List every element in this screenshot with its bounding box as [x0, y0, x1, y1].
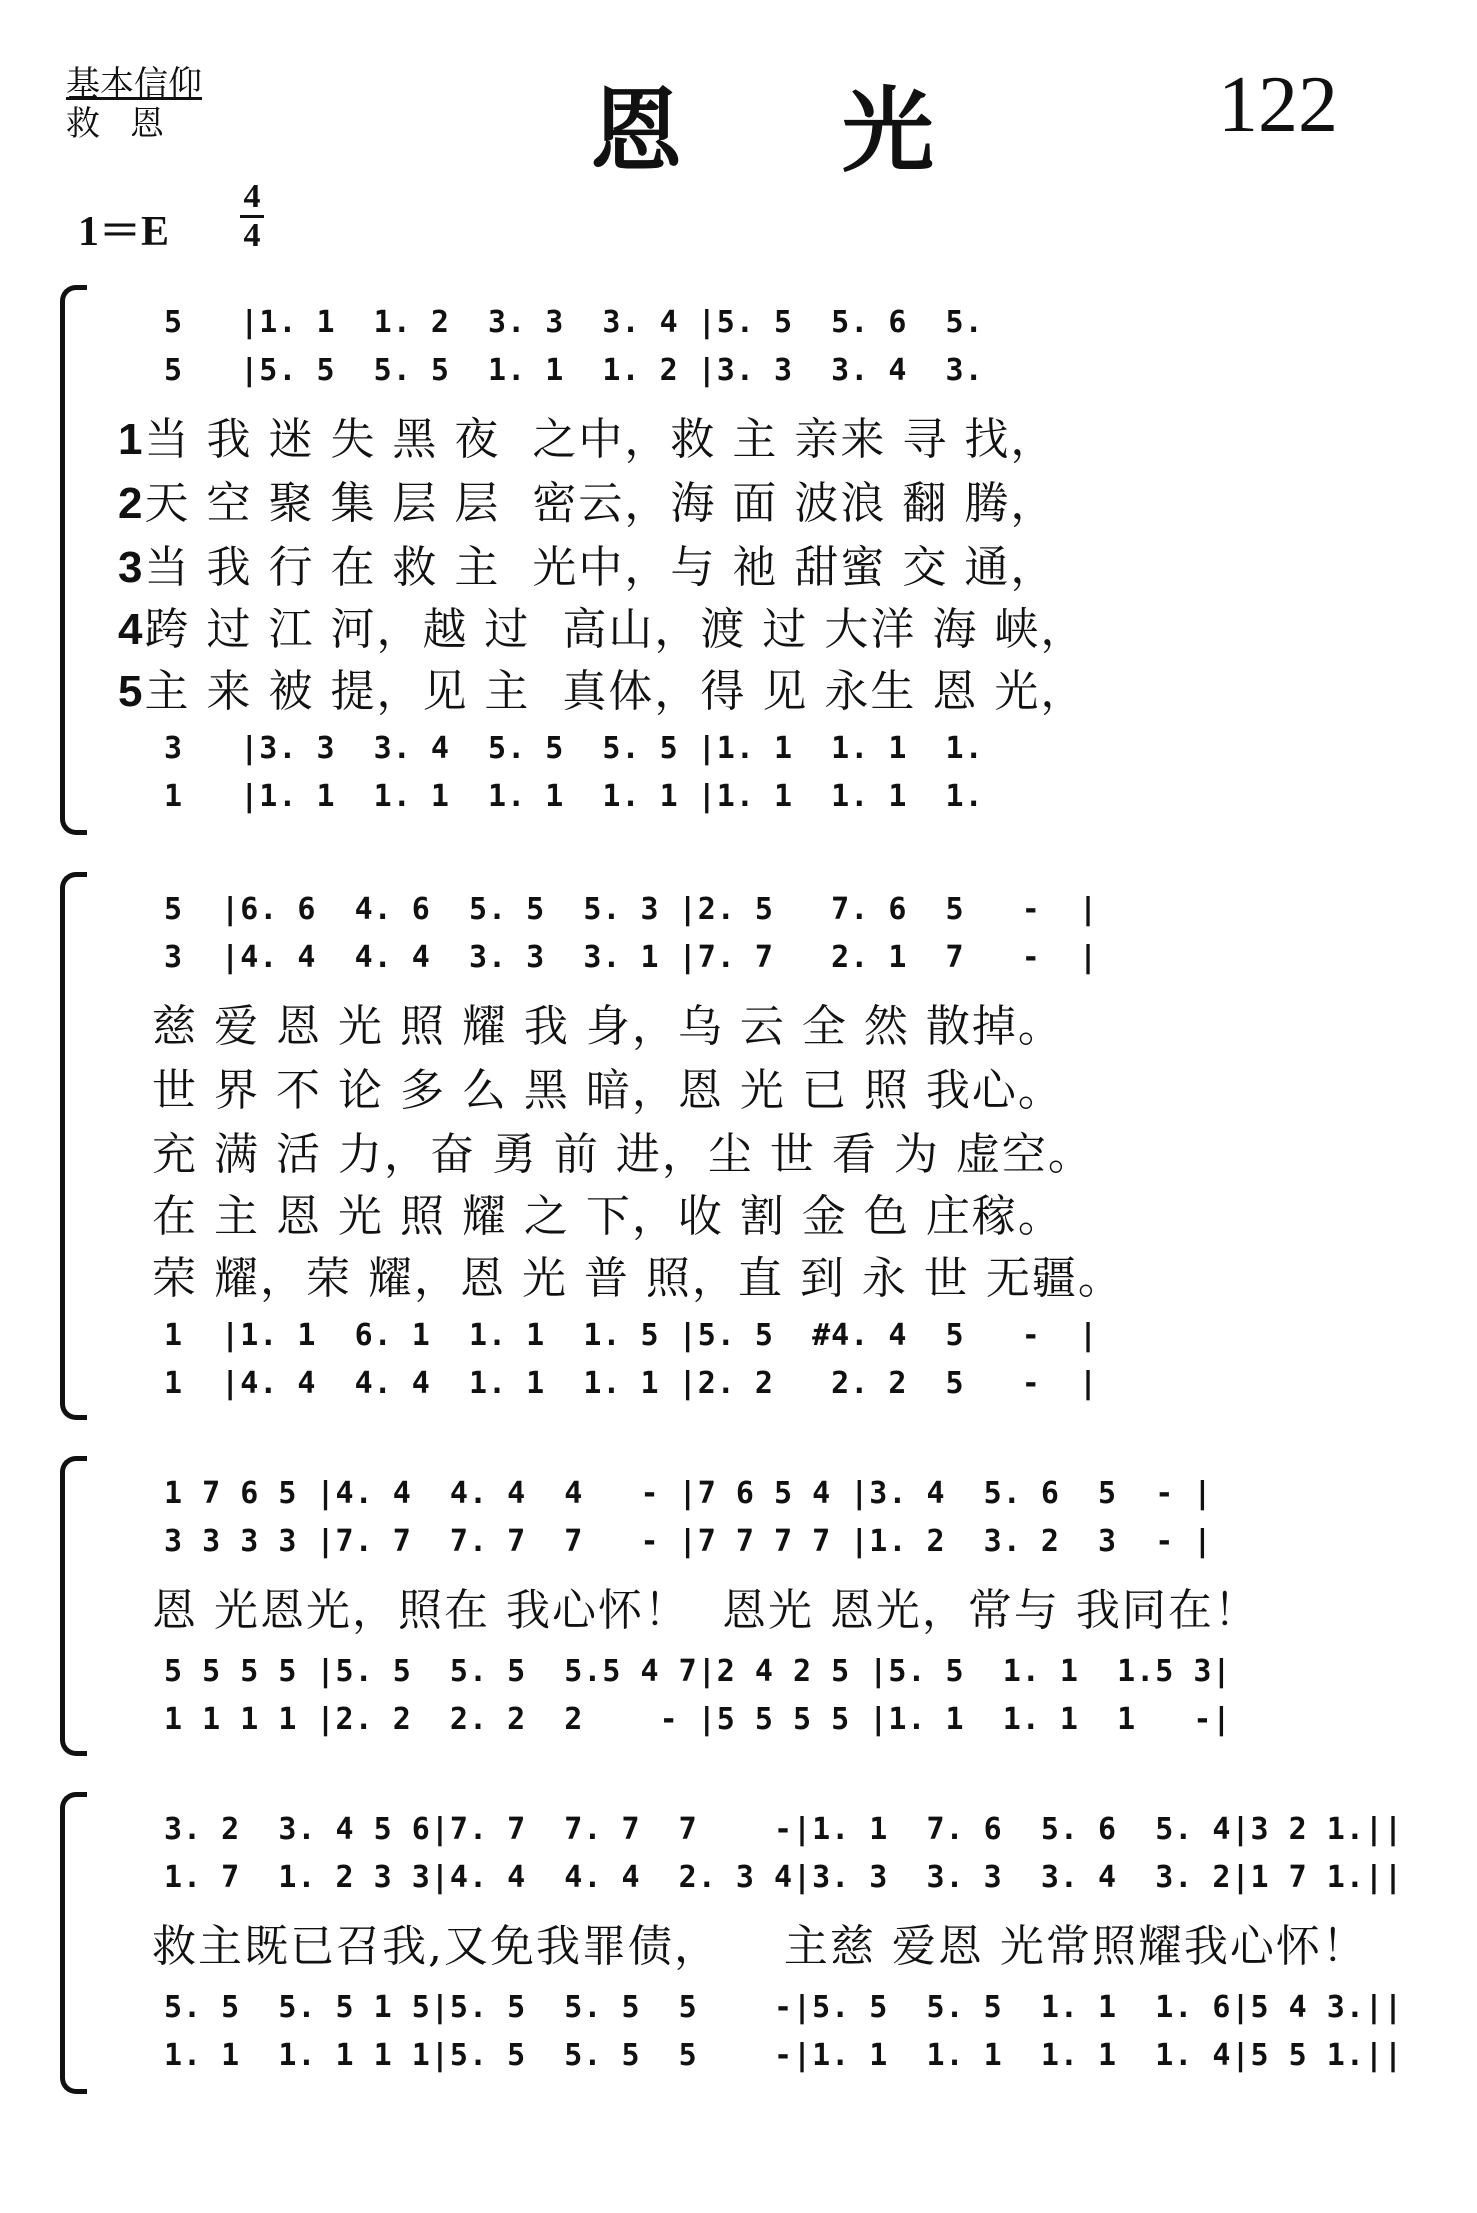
- system-brace: [60, 1792, 87, 2094]
- lower-staff-line-2: 1. 1 1. 1 1 1|5. 5 5. 5 5 -|1. 1 1. 1 1. 1 1. 4|5 5 1.||: [164, 2038, 1403, 2073]
- lyric-text: 恩 光恩光，照在 我心怀！ 恩光 恩光，常与 我同在！: [152, 1585, 1260, 1636]
- lyric-verse-5: [152, 1242, 1124, 1306]
- lyric-verse-4: [118, 593, 1086, 657]
- lyric-refrain-1: [152, 1574, 1260, 1638]
- system-brace: [60, 1456, 87, 1756]
- lower-staff-line-1: 3 |3. 3 3. 4 5. 5 5. 5 |1. 1 1. 1 1.: [164, 731, 984, 766]
- lyric-text: 天 空 聚 集 层 层 密云，海 面 波浪 翻 腾，: [144, 478, 1057, 529]
- upper-staff-line-2: 5 |5. 5 5. 5 1. 1 1. 2 |3. 3 3. 4 3.: [164, 353, 984, 388]
- lyric-text: 荣 耀，荣 耀，恩 光 普 照，直 到 永 世 无疆。: [152, 1253, 1124, 1304]
- category-sub: 救恩: [66, 104, 194, 144]
- system-brace: [60, 285, 87, 835]
- key-signature: 1＝E: [78, 209, 170, 255]
- lyric-verse-3: [118, 531, 1056, 595]
- verse-number: 4: [118, 605, 145, 654]
- verse-number: 5: [118, 667, 145, 716]
- meter-bottom: 4: [243, 217, 261, 254]
- lyric-verse-1: [152, 990, 1064, 1054]
- score-system-3: [60, 1456, 1420, 1756]
- lyric-verse-2: [118, 467, 1056, 531]
- upper-staff-line-1: 5 |6. 6 4. 6 5. 5 5. 3 |2. 5 7. 6 5 - |: [164, 892, 1099, 927]
- lyric-text: 跨 过 江 河，越 过 高山，渡 过 大洋 海 峡，: [144, 604, 1087, 655]
- category-main: 基本信仰: [66, 64, 202, 104]
- meter-top: 4: [243, 178, 261, 215]
- score-system-4: [60, 1792, 1420, 2094]
- upper-staff-line-2: 3 |4. 4 4. 4 3. 3 3. 1 |7. 7 2. 1 7 - |: [164, 940, 1099, 975]
- lyric-text: 主 来 被 提，见 主 真体，得 见 永生 恩 光，: [144, 666, 1087, 717]
- verse-number: 2: [118, 479, 145, 528]
- lyric-text: 在 主 恩 光 照 耀 之 下，收 割 金 色 庄稼。: [152, 1191, 1064, 1242]
- lower-staff-line-1: 5. 5 5. 5 1 5|5. 5 5. 5 5 -|5. 5 5. 5 1. 1 1. 6|5 4 3.||: [164, 1990, 1403, 2025]
- lower-staff-line-1: 1 |1. 1 6. 1 1. 1 1. 5 |5. 5 #4. 4 5 - |: [164, 1318, 1099, 1353]
- lyric-verse-3: [152, 1118, 1094, 1182]
- lyric-text: 救主既已召我,又免我罪债， 主慈 爱恩 光常照耀我心怀！: [152, 1921, 1368, 1972]
- upper-staff-line-2: 3 3 3 3 |7. 7 7. 7 7 - |7 7 7 7 |1. 2 3. 2 3 - |: [164, 1524, 1213, 1559]
- lyric-text: 世 界 不 论 多 么 黑 暗，恩 光 已 照 我心。: [152, 1065, 1064, 1116]
- lyric-text: 当 我 迷 失 黑 夜 之中，救 主 亲来 寻 找，: [144, 414, 1057, 465]
- upper-staff-line-1: 1 7 6 5 |4. 4 4. 4 4 - |7 6 5 4 |3. 4 5. 6 5 - |: [164, 1476, 1213, 1511]
- lyric-text: 慈 爱 恩 光 照 耀 我 身，乌 云 全 然 散掉。: [152, 1001, 1064, 1052]
- lyric-text: 当 我 行 在 救 主 光中，与 祂 甜蜜 交 通，: [144, 542, 1057, 593]
- lyric-text: 充 满 活 力，奋 勇 前 进，尘 世 看 为 虚空。: [152, 1129, 1094, 1180]
- lyric-verse-2: [152, 1054, 1064, 1118]
- lower-staff-line-2: 1 1 1 1 |2. 2 2. 2 2 - |5 5 5 5 |1. 1 1. 1 1 -|: [164, 1702, 1232, 1737]
- lower-staff-line-2: 1 |4. 4 4. 4 1. 1 1. 1 |2. 2 2. 2 5 - |: [164, 1366, 1099, 1401]
- lyric-verse-4: [152, 1180, 1064, 1244]
- upper-staff-line-1: 3. 2 3. 4 5 6|7. 7 7. 7 7 -|1. 1 7. 6 5. 6 5. 4|3 2 1.||: [164, 1812, 1403, 1847]
- lyric-verse-5: [118, 655, 1086, 719]
- lyric-refrain-2: [152, 1910, 1368, 1974]
- lyric-verse-1: [118, 403, 1056, 467]
- time-signature: [240, 180, 264, 253]
- hymn-number: 122: [1218, 61, 1338, 149]
- verse-number: 3: [118, 543, 145, 592]
- score-system-2: [60, 872, 1420, 1420]
- upper-staff-line-1: 5 |1. 1 1. 2 3. 3 3. 4 |5. 5 5. 6 5.: [164, 305, 984, 340]
- verse-number: 1: [118, 415, 145, 464]
- score-system-1: [60, 285, 1420, 835]
- system-brace: [60, 872, 87, 1420]
- hymn-title: 恩光: [590, 78, 1095, 185]
- lower-staff-line-2: 1 |1. 1 1. 1 1. 1 1. 1 |1. 1 1. 1 1.: [164, 779, 984, 814]
- lower-staff-line-1: 5 5 5 5 |5. 5 5. 5 5.5 4 7|2 4 2 5 |5. 5 1. 1 1.5 3|: [164, 1654, 1232, 1689]
- upper-staff-line-2: 1. 7 1. 2 3 3|4. 4 4. 4 2. 3 4|3. 3 3. 3 3. 4 3. 2|1 7 1.||: [164, 1860, 1403, 1895]
